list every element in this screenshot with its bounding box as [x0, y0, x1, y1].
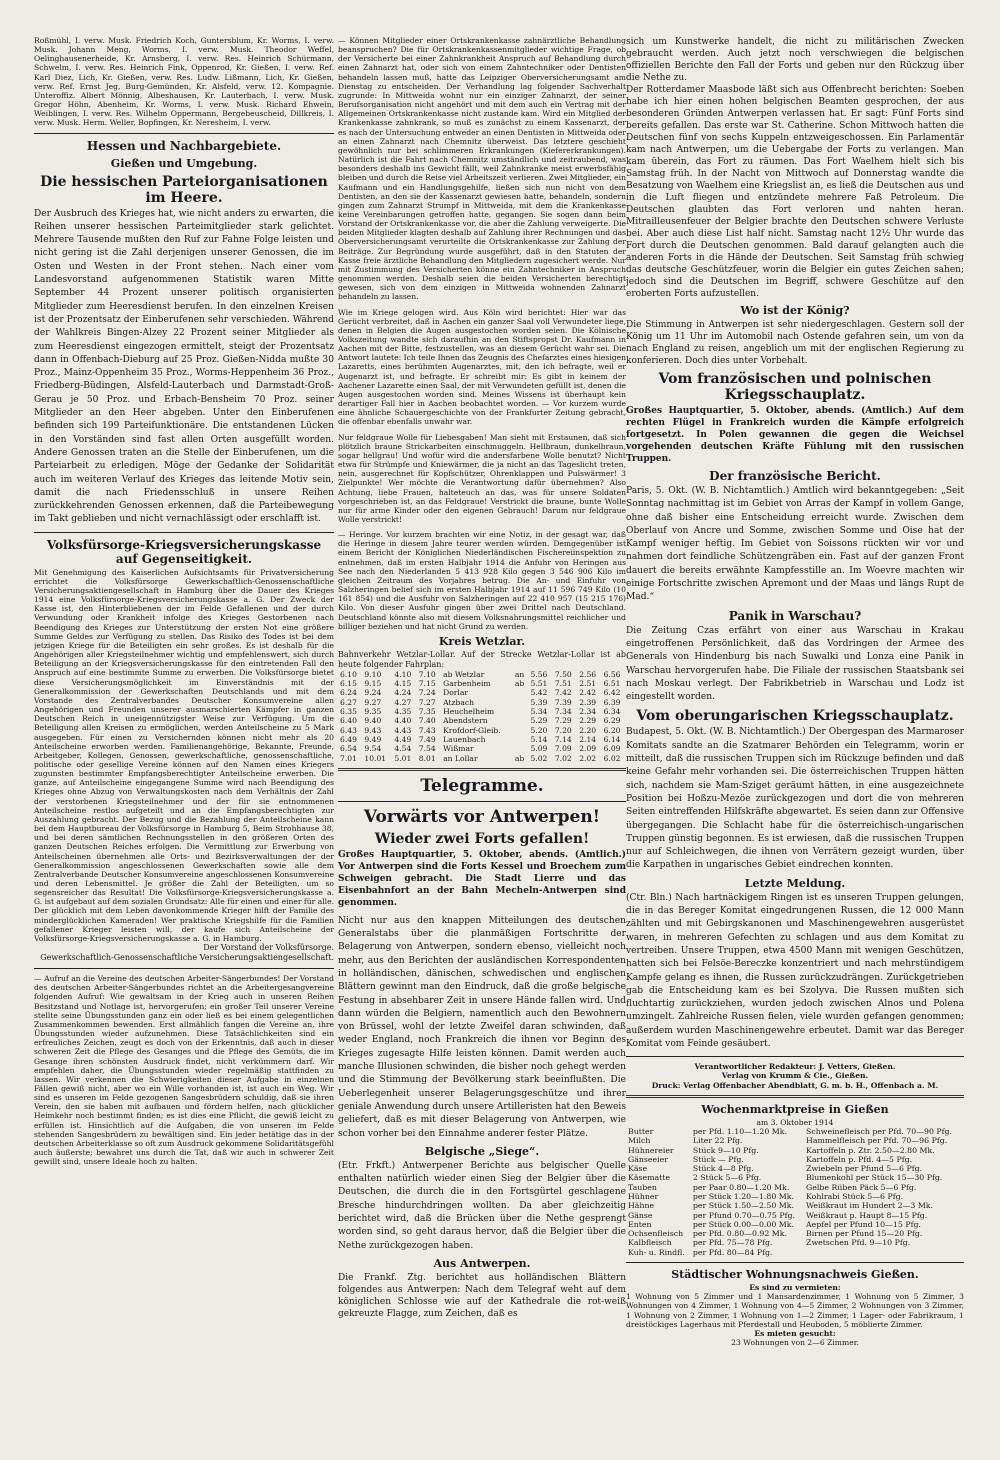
market-row [626, 1173, 964, 1182]
section-title-kreis-wetzlar: Kreis Wetzlar. [438, 634, 526, 648]
market-cell: Hühnereier [628, 1145, 674, 1155]
fahrplan-row [338, 679, 626, 688]
divider [338, 801, 626, 802]
divider [34, 133, 334, 134]
fahrplan-cell: 6.02 [603, 753, 621, 763]
fahrplan-row [338, 726, 626, 735]
signature-company: Gewerkschaftlich-Genossenschaftliche Versicherungsaktiengesellschaft. [40, 953, 334, 963]
fahrplan-cell: 9.43 [364, 725, 382, 735]
fahrplan-cell: 7.34 [554, 707, 572, 717]
fahrplan-cell: 2.39 [579, 697, 597, 707]
market-cell: Aepfel per Pfund 10—15 Pfg. [806, 1219, 921, 1229]
headline-antwerpen: Vorwärts vor Antwerpen! [363, 806, 601, 827]
fahrplan-cell: 6.49 [340, 734, 357, 744]
fahrplan-row [338, 707, 626, 716]
article-oberungarisch: Budapest, 5. Okt. (W. B. Nichtamtlich.) Der Obergespan des Marmaroser Komitats sandte an die Szatmarer Behörden ein Telegramm, worin er mitteilt, daß die russischen Truppen sich im Rückzuge befinden und daß keine Gefahr mehr vorhanden sei. Die österreichischen Truppen hätten sich, nachdem sie Mam-Sziget geräumt hätten, in eine ausgezeichnete Position bei Hoßzu-Mezöe zurückgezogen und dort die von mehreren Seiten eintreffenden Hilfskräfte abgewartet. Es seien dann zur Offensive übergegangen. Die Schlacht habe für die österreichisch-ungarischen Truppen günstig begonnen. Es ist erwiesen, daß die russischen Truppen nur auf Schleichwegen, die ihnen von Verrätern gezeigt wurden, über die Karpathen in ungarisches Gebiet eindrechen konnten. [626, 727, 964, 871]
fahrplan-cell: 4.24 [394, 688, 412, 698]
fahrplan-cell: 7.42 [554, 688, 572, 698]
divider [626, 1262, 964, 1263]
market-cell: Kohlrabi Stück 5—6 Pfg. [806, 1191, 904, 1201]
fahrplan-cell: 5.39 [530, 697, 548, 707]
wohnung-vermieten-label: Es sind zu vermieten: [749, 1283, 841, 1293]
market-row [626, 1201, 964, 1210]
fahrplan-row [338, 744, 626, 753]
section-title-hessen: Hessen und Nachbargebiete. [86, 138, 282, 153]
fahrplan-row [338, 688, 626, 697]
fahrplan-cell: 6.56 [603, 669, 621, 679]
fahrplan-cell: 6.09 [603, 744, 621, 754]
market-cell: per Pfd. 80—84 Pfg. [692, 1247, 773, 1257]
wohnung-gesucht-label: Es mieten gesucht: [754, 1328, 836, 1338]
fahrplan-cell: Garbenheim [443, 679, 491, 689]
headline-franz-poln-kriegsschauplatz: Vom französischen und polnischen Kriegsschauplatz. [658, 371, 932, 403]
fahrplan-cell: 5.51 [530, 679, 548, 689]
divider [626, 1095, 964, 1098]
market-cell: Blumenkohl per Stück 15—30 Pfg. [806, 1173, 943, 1183]
fahrplan-cell: 5.02 [530, 753, 548, 763]
market-row [626, 1238, 964, 1247]
article-belgische-siege: (Etr. Frkft.) Antwerpener Berichte aus belgischer Quelle enthalten natürlich wieder einen Sieg der Belgier über die Deutschen, die durch die in den Fortsgürtel geschlagene Bresche hindurchdringen wollten. Da aber gleichzeitig berichtet wird, daß die Brücken über die Nethe gesprengt worden sind, so geht daraus hervor, daß die Belgier über die Nethe zurückgezogen haben. [338, 1160, 626, 1251]
fahrplan-cell: 2.42 [579, 688, 597, 698]
report-hauptquartier: Großes Hauptquartier, 5. Oktober, abends. (Amtlich.) Vor Antwerpen sind die Forts Kessel und Broechem zum Schweigen gebracht. Die Stadt Lierre und das Eisenbahnfort an der Bahn Mecheln-Antwerpen sind genommen. [338, 849, 626, 908]
fahrplan-cell: 2.09 [579, 744, 597, 754]
fahrplan-cell: 7.24 [418, 688, 436, 698]
fahrplan-intro: Bahnverkehr Wetzlar-Lollar. Auf der Strecke Wetzlar-Lollar ist ab heute folgender Fahrplan: [338, 649, 626, 669]
market-row [626, 1229, 964, 1238]
fahrplan-cell: 6.29 [603, 716, 621, 726]
headline-oberungarisch: Vom oberungarischen Kriegsschauplatz. [636, 708, 954, 725]
fahrplan-cell: 4.54 [394, 744, 412, 754]
market-cell: Weißkraut p. Haupt 8—15 Pfg. [806, 1210, 928, 1220]
market-cell: Gänse [628, 1210, 653, 1220]
section-subtitle-giessen: Gießen und Umgebung. [110, 156, 258, 170]
column-left [34, 36, 334, 1456]
fahrplan-cell: 9.10 [364, 669, 382, 679]
market-cell: Kartoffeln p. Pfd. 4—5 Pfg. [806, 1154, 913, 1164]
fahrplan-cell: 5.42 [530, 688, 548, 698]
article-koenig: Die Stimmung in Antwerpen ist sehr niedergeschlagen. Gestern soll der König um 11 Uhr im Automobil nach Ostende gefahren sein, um von da nach England zu reisen, angeblich um mit der englischen Regierung zu konferieren. Doch dies unter Vorbehalt. [626, 320, 964, 366]
divider [34, 532, 334, 533]
fahrplan-cell: 2.34 [579, 707, 597, 717]
subheadline-forts: Wieder zwei Forts gefallen! [374, 830, 590, 847]
fahrplan-cell: 9.27 [364, 697, 382, 707]
article-panik-warschau: Die Zeitung Czas erfährt von einer aus Warschau in Krakau eingetroffenen Persönlichkeit, daß das Vordringen der Armee des Generals von Hindenburg bis nach Suwalki und Lonza eine Panik in Warschau hervorgerufen habe. Die Filiale der russischen Staatsbank sei nach Moskau verlegt. Der Fabrikbetrieb in Warschau und Lodz ist eingestellt worden. [626, 625, 964, 703]
fahrplan-cell: 7.02 [554, 753, 572, 763]
headline-koenig: Wo ist der König? [740, 304, 850, 317]
fahrplan-cell: 5.01 [394, 753, 412, 763]
article-heringe: — Heringe. Vor kurzem brachten wir eine Notiz, in der gesagt war, daß die Heringe in diesem Jahre teurer werden würden. Demgegenüber ist einem Bericht der Königlichen Niederländischen Fischereiinspektion zu entnehmen, daß im ersten Halbjahr 1914 die Anfuhr von Heringen aus See nach den Niederlanden 5 413 928 Kilo gegen 3 546 906 Kilo im gleichen Zeitraum des Vorjahres betrug. Die An- und Einfuhr von Salzheringen belief sich im ersten Halbjahr 1914 auf 11 596 749 Kilo (10 161 854) und die Ausfuhr von Salzheringen auf 22 410 957 (15 215 176) Kilo. Von dieser Ausfuhr gingen über zwei Drittel nach Deutschland. Deutschland könnte also mit diesem Volksnahrungsmittel reichlicher und billiger beziehen und hat nicht Grund zu werden. [338, 530, 626, 631]
fahrplan-cell: 5.29 [530, 716, 548, 726]
divider [626, 1056, 964, 1057]
fahrplan-cell: 7.29 [554, 716, 572, 726]
fahrplan-cell: Abendstern [443, 716, 488, 726]
fahrplan-cell: Krofdorf-Gleib. [443, 725, 501, 735]
fahrplan-cell: Lauenbach [443, 734, 486, 744]
fahrplan-cell [513, 744, 529, 753]
headline-parteiorganisationen: Die hessischen Parteiorganisationen im Heere. [40, 173, 328, 206]
market-cell: per Pfd. 1.10—1.20 Mk. [692, 1126, 787, 1136]
fahrplan-cell: 9.35 [364, 707, 382, 717]
market-cell: Weißkraut im Hundert 2—3 Mk. [806, 1201, 934, 1211]
market-cell: Birnen per Pfund 15—20 Pfg. [806, 1229, 923, 1239]
fahrplan-cell: Atzbach [443, 697, 475, 707]
fahrplan-cell: 7.20 [554, 725, 572, 735]
article-zahnaerztliche-behandlung: — Können Mitglieder einer Ortskrankenkasse zahnärztliche Behandlung beanspruchen? Die für Ortskrankenkassenmitglieder wichtige Frage, ob der Versicherte bei einer Zahnkrankheit Anspruch auf Behandlung durch einen Zahnarzt hat, oder sich von einem Zahntechniker oder Dentisten behandeln lassen muß, hatte das Leipziger Oberversicherungsamt am Dienstag zu entscheiden. Der Verhandlung lag folgender Sachverhalt zugrunde: In Mittweida wohnt nur ein einziger Zahnarzt, der seiner Berufsorganisation nicht angehört und mit dem auch ein Vertrag mit der Allgemeinen Ortskrankenkasse nicht zustande kam. Wird ein Mitglied der Krankenkasse zahnkrank, so muß es zunächst zu einem Kassenarzt, der es nach der Untersuchung entweder an einen Dentisten in Mittweida oder an einen Zahnarzt nach Chemnitz überweist. Das letztere geschieht gewöhnlich nur bei schlimmeren Erkrankungen (Kiefererkrankungen). Natürlich ist die Fahrt nach Chemnitz umständlich und zeitraubend, was besonders deshalb ins Gewicht fällt, weil Zahnkranke meist erwerbsfähig bleiben und durch die Reise viel Arbeitszeit verlieren. Zwei Mitglieder, ein Kaufmann und ein Handlungsgehilfe, ließen sich nun nicht von dem Dentisten, an den sie der Kassenarzt gewiesen hatte, behandeln, sondern gingen zum Zahnarzt Strumpf in Mittweida, mit dem die Krankenkasse keine Vereinbarungen getroffen hatte, gegangen. Sie sogen dann beim Vorstand der Ortskrankenkasse vor, die aber die Zahlung verweigerte. Die beiden Mitglieder klagten deshalb auf Zahlung ihrer Rechnungen und das Oberversicherungsamt verurteilte die Ortskrankenkasse zur Zahlung der Beiträge. Zur Begründung wurde ausgeführt, daß in den Statuten der Kasse freie ärztliche Behandlung den Mitgliedern zugesichert werde. Nur mit Zustimmung des Versicherten könne ein Zahntechniker in Anspruch genommen werden. Deshalb seien die beiden Versicherten berechtigt gewesen, sich von dem einzigen in Mittweida wohnenden Zahnarzt behandeln zu lassen. [338, 36, 626, 302]
fahrplan-cell: 5.09 [530, 744, 548, 754]
imprint-printer: Druck: Verlag Offenbacher Abendblatt, G. m. b. H., Offenbach a. M. [651, 1080, 939, 1090]
article-letzte-meldung: (Ctr. Bln.) Nach hartnäckigem Ringen ist es unseren Truppen gelungen, die in das Bereger Komitat eingedrungenen Russen, die 12 000 Mann zählten und mit Gebirgskanonen und Maschinengewehren ausgerüstet waren, in mehreren Gefechten zu schlagen und aus dem Komitat zu vertreiben. Unsere Truppen, etwa 4500 Mann mit wenigen Geschützen, hatten sich bei Felsöe-Bereczke konzentriert und nach mehrstündigem Kampfe gelang es ihnen, die Russen zurückzudrängen. Zurückgetrieben gab die Entscheidung kam es bei Szolyva. Die Russen mußten sich fluchtartig zurückziehen, wurden jedoch zwischen Alnos und Polena umzingelt. Zahlreiche Russen fielen, viele wurden gefangen genommen; außerdem wurden Maschinengewehre erbeutet. Damit war das Bereger Komitat vom Feinde gesäubert. [626, 892, 964, 1049]
market-row [626, 1155, 964, 1164]
fahrplan-cell: ab [514, 679, 525, 689]
market-row [626, 1211, 964, 1220]
fahrplan-cell: 6.20 [603, 725, 621, 735]
fahrplan-cell: 2.29 [579, 716, 597, 726]
article-saengerbund: — Aufruf an die Vereine des deutschen Arbeiter-Sängerbundes! Der Vorstand des deutschen Arbeiter-Sängerbundes richtet an die Arbeitergesangvereine folgenden Aufruf: Wie gewaltsam in der Krieg auch in unseren Reihen Besitzstand und Notlage ist, hervorgerufen; ein großer Teil unserer Vereine stellte seine Übungsstunden ganz ein oder ließ es bei einem gelegentlichen Zusammenkommen bewenden. Erst allmählich fangen die Vereine an, ihre Übungsstunden wieder aufzunehmen. Diese Tatsächlichkeiten sind ein erfreuliches Zeichen, zeugt es doch von der Erkenntnis, daß auch in dieser schweren Zeit die Pflege des Gesanges und die Pflege des Gemüts, die im Gesange ihren schönsten Ausdruck findet, nicht verkümmern darf. Wir empfehlen daher, die Übungsstunden wieder regelmäßig stattfinden zu lassen. Wir verkennen die Schwierigkeiten dieser Aufgabe in einzelnen Fällen gewiß nicht, aber wo ein Wille vorhanden ist, ist auch ein Weg. Wir sind es unseren im Felde gezogenen Sangesbrüdern schuldig, daß sie ihren Verein, den sie haben mit aufbauen und fördern helfen, nach glücklicher Heimkehr noch bestimmt finden; es ist dies eine Pflicht, die gewiß leicht zu erfüllen ist. Hinsichtlich auf die Aufgaben, die von unseren im Felde stehenden Sangesbrüdern zu bewältigen sind. Ein jeder betätige das in der deutschen Arbeiterklasse so oft zum Ausdruck gekommene Solidaritätsgefühl auch äußerste; bewahret uns durch die Tat, daß wir auch in schwerer Zeit gewillt sind, unsere Ideale hoch zu halten. [34, 974, 334, 1167]
market-cell: Hühner [628, 1191, 659, 1201]
fahrplan-cell: 6.24 [340, 688, 357, 698]
wochenmarkt-date: am 3. Oktober 1914 [756, 1117, 834, 1127]
article-parteiorganisationen: Der Ausbruch des Krieges hat, wie nicht anders zu erwarten, die Reihen unserer hessischen Parteimitglieder stark gelichtet. Mehrere Tausende mußten den Ruf zur Fahne Folge leisten und nicht gering ist die Zahl derjenigen unserer Genossen, die im Osten und Westen in der Front stehen. Nach einer vom Landesvorstand aufgenommenen Statistik waren Mitte September 44 Prozent unserer politisch organisierten Mitglieder zum Heeresdienst berufen. In den einzelnen Kreisen ist der Prozentsatz der Einberufenen sehr verschieden. Während der Wahlkreis Bingen-Alzey 22 Prozent seiner Mitglieder als zum Heeresdienst eingezogen ermittelt, steigt der Prozentsatz dann in Offenbach-Dieburg auf 25 Proz. Gießen-Nidda mußte 30 Proz., Mainz-Oppenheim 35 Proz., Worms-Heppenheim 36 Proz., Friedberg-Büdingen, Alsfeld-Lauterbach und Darmstadt-Groß-Gerau je 50 Proz. und Erbach-Bensheim 70 Proz. seiner Mitglieder an den Heer abgeben. Unter den Einberufenen befinden sich 199 Parteifunktionäre. Die entstandenen Lücken in den Vorständen sind fast allen Orten ausgefüllt worden. Andere Genossen traten an die Stelle der Einberufenen, um die Parteiarbeit zu erledigen. Möge der Gedanke der Solidarität auch im weiteren Verlauf des Krieges das leitende Motiv sein, damit die nach Friedensschluß in unsere Reihen zurückkehrenden Genossen erkennen, daß die Parteibewegung im Takt geblieben und nicht vernachlässigt oder erschlafft ist. [34, 208, 334, 525]
fahrplan-cell: 4.40 [394, 716, 412, 726]
fahrplan-cell: 5.56 [530, 669, 548, 679]
market-cell: per Pfd. 0.80—0.92 Mk. [692, 1229, 787, 1239]
market-cell: Butter [628, 1126, 654, 1136]
fahrplan-cell: 6.10 [340, 669, 357, 679]
fahrplan-cell: 9.54 [364, 744, 382, 754]
headline-wochenmarkt: Wochenmarktpreise in Gießen [701, 1102, 889, 1116]
market-row [626, 1220, 964, 1229]
article-belagerung: Nicht nur aus den knappen Mitteilungen des deutschen Generalstabs über die planmäßigen Fortschritte der Belagerung von Antwerpen, sondern ebenso, vielleicht noch mehr, aus den Berichten der ausländischen Korrespondenten in holländischen, dänischen, schwedischen und englischen Blättern gewinnt man den Eindruck, daß die große belgische Festung in absehbarer Zeit in unsere Hände fallen wird. Und dann würden die Belgiern, namentlich auch den Bewohnern von Brüssel, wohl der letzte Zweifel daran schwinden, daß weder England, noch Frankreich die ihnen vor Beginn des Krieges zugesagte Hilfe leisten können. Damit werden auch manche Illusionen schwinden, die bisher noch gehegt werden und die Stimmung der Bevölkerung stark beeinflußten. Die Ueberlegenheit unserer Belagerungsgeschütze und ihrer geniale Anwendung durch unsere Artilleristen hat den Beweis geliefert, daß es mit dieser Belagerung von Antwerpen, wie schon vorher bei den Einnahme anderer fester Plätze. [338, 915, 626, 1139]
column-right [626, 36, 964, 1456]
fahrplan-cell: 6.51 [603, 679, 621, 689]
market-row [626, 1146, 964, 1155]
article-aus-antwerpen: Die Frankf. Ztg. berichtet aus holländischen Blättern folgendes aus Antwerpen: Nach dem Telegraf weht auf dem königlichen Schlosse wie auf der Kathedrale die rot-weiß gekreuzte Flagge, zum Zeichen, daß es [338, 1272, 626, 1319]
market-cell: Kalbfleisch [628, 1238, 672, 1248]
fahrplan-cell: 2.20 [579, 725, 597, 735]
market-cell: Stück 4—8 Pfg. [692, 1164, 754, 1174]
market-cell: Stück 9—10 Pfg. [692, 1145, 759, 1155]
market-cell: Zwetschen Pfd. 9—10 Pfg. [806, 1238, 911, 1248]
wohnung-list: 1 Wohnung von 5 Zimmer und 1 Mansardenzimmer, 1 Wohnung von 5 Zimmer, 3 Wohnungen von 4 Zimmer, 1 Wohnung von 4—5 Zimmer, 2 Wohnungen von 3 Zimmer, 1 Wohnung von 2 Zimmer, 1 Wohnung von 1—2 Zimmer, 1 Lager- oder Fabrikraum, 1 dreistöckiges Lagerhaus mit Pferdestall und Heuboden, 5 möblierte Zimmer. [626, 1292, 964, 1329]
report-hauptquartier-2: Großes Hauptquartier, 5. Oktober, abends. (Amtlich.) Auf dem rechten Flügel in Frankreich wurden die Kämpfe erfolgreich fortgesetzt. In Polen gewannen die gegen die Weichsel vorgehenden deutschen Kräfte Fühlung mit den russischen Truppen. [626, 406, 964, 464]
fahrplan-cell [513, 707, 529, 716]
fahrplan-cell: 7.39 [554, 697, 572, 707]
fahrplan-cell: an [514, 669, 525, 679]
fahrplan-cell: 4.15 [394, 679, 412, 689]
fahrplan-cell: 7.14 [554, 734, 572, 744]
column-middle [338, 36, 640, 1456]
fahrplan-cell [513, 735, 529, 744]
casualty-list-text: Roßmühl, I. verw. Musk. Friedrich Koch, Guntersblum, Kr. Worms, I. verw. Musk. Johann Meng, Worms, I. verw. Musk. Theodor Weffel, Oelinghausenerheide, Kr. Arnsberg, I. verw. Res. Heinrich Schürmann, Schwelm, I. verw. Res. Heinrich Fink, Oppenrod, Kr. Gießen, I. verw. Ref. Karl Diez, Lich, Kr. Gießen, verw. Res. Ludw. Lißmann, Lich, Kr. Gießen, verw. Ref. Ernst Jeg, Burg-Gemünden, Kr. Alsfeld, verw. 12. Kompagnie. Unteroffiz. Albert Mönnig, Albeshausen, Kr. Lauterbach, I. verw. Musk. Gregor Höhn, Abenheim, Kr. Worms, I. verw. Musk. Richard Ehwein, Weiblingen, I. verw. Res. Wilhelm Oppermann, Bergebeuscheid, Dillkreis, I. verw. Musk. Herm. Weller, Bopfingen, Kr. Neresheim, I. verw. [34, 36, 334, 128]
fahrplan-cell: 6.35 [340, 707, 357, 717]
market-cell: Kuh- u. Rindfl. [628, 1247, 685, 1257]
fahrplan-cell: 7.15 [418, 679, 436, 689]
divider [34, 968, 334, 969]
fahrplan-cell [513, 726, 529, 735]
market-cell: Stück — Pfg. [692, 1154, 744, 1164]
fahrplan-cell: 7.27 [418, 697, 436, 707]
signature-vorstand: Der Vorstand der Volksfürsorge. [203, 943, 334, 953]
fahrplan-cell: 7.43 [418, 725, 436, 735]
article-franz-bericht: Paris, 5. Okt. (W. B. Nichtamtlich.) Amtlich wird bekanntgegeben: „Seit Sonntag nachmittag ist im Gebiet von Arras der Kampf in vollem Gange, ohne daß bisher eine Entscheidung erreicht wurde. Zwischen dem Oberlauf von Ancre und Somme, zwischen Somme und Oise hat der Kampf weniger heftig. Im Gebiet von Soissons rückten wir vor und nahmen dort feindliche Schützengräben ein. Fast auf der ganzen Front dauert die bereits erwähnte Kampfesstille an. Im Woevre machten wir einige Fortschritte zwischen Apremont und der Maas und längs Rupt de Mad.“ [626, 486, 964, 603]
market-cell [804, 1248, 964, 1257]
fahrplan-cell: 4.35 [394, 707, 412, 717]
market-cell: Hähne [628, 1201, 655, 1211]
market-cell: Ochsenfleisch [628, 1229, 684, 1239]
fahrplan-cell: 4.27 [394, 697, 412, 707]
imprint-publisher: Verlag von Krumm & Cie., Gießen. [721, 1071, 869, 1081]
market-cell: Käse [628, 1164, 648, 1174]
market-cell: per Paar 0.80—1.20 Mk. [692, 1182, 790, 1192]
fahrplan-cell [513, 688, 529, 697]
divider [338, 768, 626, 771]
fahrplan-cell: 5.20 [530, 725, 548, 735]
market-cell: per Stück 1.20—1.80 Mk. [692, 1191, 794, 1201]
fahrplan-cell: 7.51 [554, 679, 572, 689]
market-cell: Schweinefleisch per Pfd. 70—90 Pfg. [806, 1126, 952, 1136]
fahrplan-cell: 7.10 [418, 669, 436, 679]
market-cell: Milch [628, 1136, 651, 1146]
headline-volksfuersorge: Volksfürsorge-Kriegsversicherungskasse auf Gegenseitigkeit. [46, 537, 322, 566]
headline-franz-bericht: Der französische Bericht. [709, 469, 881, 483]
fahrplan-table [338, 670, 626, 763]
fahrplan-cell: Heuchelheim [443, 707, 495, 717]
market-cell: 2 Stück 5—6 Pfg. [692, 1173, 762, 1183]
fahrplan-cell: 7.35 [418, 707, 436, 717]
fahrplan-cell: 7.09 [554, 744, 572, 754]
fahrplan-cell: 7.01 [340, 753, 357, 763]
fahrplan-cell: an Lollar [443, 753, 478, 763]
fahrplan-cell: Wißmar [443, 744, 474, 754]
headline-aus-antwerpen: Aus Antwerpen. [433, 1256, 531, 1270]
market-row [626, 1164, 964, 1173]
market-cell: Käsematte [628, 1173, 671, 1183]
section-title-telegramme: Telegramme. [420, 775, 544, 796]
fahrplan-cell: Dorlar [443, 688, 469, 698]
article-kriege-gelogen: Wie im Kriege gelogen wird. Aus Köln wird berichtet: Hier war das Gerücht verbreitet, daß in Aachen ein ganzer Saal voll Verwundeter liege, denen in Belgien die Augen ausgestochen worden seien. Die Kölnische Volkszeitung wandte sich daraufhin an den Stiftspropst Dr. Kaufmann in Aachen mit der Bitte, festzustellen, was an diesem Gerücht wahr sei. Die Antwort lautete: Ich teile Ihnen das Zeugnis des Chefarztes eines hiesigen Lazaretts, eines berühmten Augenarztes, mit, den ich befragte, weil er Augenarzt ist, und befragte. Er schreibt mir: Es gibt in keinem der Aachener Lazarette einen Saal, der mit Verwundeten gefüllt ist, denen die Augen ausgestochen worden sind. Meines Wissens ist überhaupt kein derartiger Fall hier in Aachen beobachtet worden. — Vor kurzem wurde eine ähnliche Schauergeschichte von der Frankfurter Zeitung gebracht, die offenbar ebenfalls unwahr war. [338, 307, 626, 427]
fahrplan-cell: 8.01 [418, 753, 436, 763]
fahrplan-cell: 6.43 [340, 725, 357, 735]
market-cell: per Pfund 0.70—0.75 Pfg. [692, 1210, 795, 1220]
headline-belgische-siege: Belgische „Siege“. [424, 1144, 540, 1158]
market-cell: per Pfd. 75—78 Pfg. [692, 1238, 773, 1248]
fahrplan-cell: 2.02 [579, 753, 597, 763]
market-cell: Kartoffeln p. Ztr. 2.50—2.80 Mk. [806, 1145, 935, 1155]
article-feldgraue-wolle: Nur feldgraue Wolle für Liebesgaben! Man sieht mit Erstaunen, daß sich plötzlich braune Strickarbeiten einschmuggeln. Hellbraun, dunkelbraun, sogar hellgrau! Und wofür wird die andersfarbene Wolle benutzt? Nicht etwa für Strümpfe und Kniewärmer, die ja nicht an das Tageslicht treten, nein, ausgerechnet für Kopfschützer, Ohrenklappen und Pulswärmer! 3 Zielpunkte! Wer möchte die Verantwortung dafür übernehmen? Also Achtung, liebe Frauen, halteteuch an das, was für unsere Soldaten vorgeschrieben ist, an das Feldgraue! Verstrickt die braune, bunte Wolle nur für arme Kinder oder den eigenen Gebrauch! Darum nur feldgraue Wolle verstrickt! [338, 432, 626, 524]
headline-panik-warschau: Panik in Warschau? [728, 608, 862, 623]
headline-wohnungsnachweis: Städtischer Wohnungsnachweis Gießen. [671, 1268, 919, 1282]
fahrplan-row [338, 670, 626, 679]
wohnung-gesucht-text: 23 Wohnungen von 2—6 Zimmer. [731, 1338, 859, 1347]
fahrplan-cell: 10.01 [364, 753, 387, 763]
market-cell: Liter 22 Pfg. [692, 1136, 743, 1146]
fahrplan-cell: 7.40 [418, 716, 436, 726]
fahrplan-cell: 7.49 [418, 734, 436, 744]
article-volksfuersorge: Mit Genehmigung des Kaiserlichen Aufsichtsamts für Privatversicherung errichtet die Volksfürsorge Gewerkschaftlich-Genossenschaftliche Versicherungsaktiengesellschaft in Hamburg über die Dauer des Krieges 1914 eine Volksfürsorge-Kriegsversicherungskasse a. G. Der Zweck der Kasse ist, den Hinterbliebenen der im Felde Gefallenen und der durch Verwundung oder Krankheit infolge des Krieges Gestorbenen nach Beendigung des Krieges zur Unterstützung der ersten Not eine größere Summe Geldes zur Verfügung zu stellen. Das Risiko des Todes ist bei dem jetzigen Kriege für die Beteiligten ein sehr großes. Es ist deshalb für die Angehörigen aller Kriegsteilnehmer wichtig und empfehlenswert, sich durch Beteiligung an der Kriegsversicherungskasse für den eintretenden Fall den Anspruch auf eine bestimmte Summe zu erwerben. Die Volksfürsorge bietet diese Versicherungsmöglichkeit im Einverständnis mit der Generalkommission der Gewerkschaften Deutschlands und mit dem Vorstande des Zentralverbandes Deutscher Konsumvereine allen Angehörigen und Freunden unserer ausmarschierten Kämpfer in ganzen Deutschen Reich in uneigennützigster Weise zur Verfügung. Um die Beteiligung allen Kreisen zu ermöglichen, werden Anteilscheine zu 5 Mark ausgegeben. Für einen zu Versichernden können nicht mehr als 20 Anteilscheine erworben werden. Familienangehörige, Bekannte, Freunde, Arbeitgeber, Kollegen, Genossen, gewerkschaftliche, genossenschaftliche, politische oder gesellige Vereine können auf den Namen eines Kriegers zugunsten bestimmter Empfangsberechtigter Anteilscheine erwerben. Die ganze, auf Anteilscheine eingegangene Summe wird nach Beendigung des Krieges ohne Abzug von Verwaltungskosten nach dem Verhältnis der Zahl der verstorbenen Kriegsteilnehmer und der für sie entnommenen Anteilscheine restlos aufgeteilt und an die Empfangsberechtigten zur Auszahlung gebracht. Der Bezug und die Bezahlung der Anteilscheine kann bei dem Hauptbureau der Volksfürsorge in Hamburg 5, Beim Strohhause 38, und bei deren sämtlichen Rechnungsstellen in den größeren Orten des ganzen Deutschen Reiches erfolgen. Die Vermittlung zur Erwerbung von Anteilscheinen übernehmen alle Orts- und Bezirksverwaltungen der der Generalkommission angeschlossenen Gewerkschaften sowie alle dem Zentralverbande Deutscher Konsumvereine angeschlossenen Konsumvereine und deren Lebensmittel. Je größer die Zahl der Beteiligten, um so segensreicher das Resultat! Die Volksfürsorge-Kriegsversicherungskasse a. G. ist aufgebaut auf dem sozialen Grundsatz: Alle für einen und einer für alle. Der glücklich mit dem Leben davonkommende Krieger hilft der Familie des minderglücklichen Kameraden! Wer praktische Kriegshilfe für die Familien gefallener Krieger leisten will, der kaufe sich Anteilscheine der Volksfürsorge-Kriegsversicherungskasse a. G. in Hamburg. [34, 567, 334, 943]
fahrplan-cell: 6.42 [603, 688, 621, 698]
fahrplan-cell: 5.14 [530, 734, 548, 744]
market-row [626, 1192, 964, 1201]
fahrplan-cell: 9.15 [364, 679, 382, 689]
fahrplan-row [338, 754, 626, 763]
market-cell: Gänseeier [628, 1154, 668, 1164]
fahrplan-cell: 4.49 [394, 734, 412, 744]
fahrplan-cell: 6.27 [340, 697, 357, 707]
fahrplan-cell: 4.10 [394, 669, 412, 679]
fahrplan-row [338, 698, 626, 707]
fahrplan-cell: 6.34 [603, 707, 621, 717]
fahrplan-cell: 7.50 [554, 669, 572, 679]
fahrplan-cell: 2.51 [579, 679, 597, 689]
fahrplan-cell: 4.43 [394, 725, 412, 735]
market-cell: Zwiebeln per Pfund 5—6 Pfg. [806, 1164, 923, 1174]
market-row [626, 1183, 964, 1192]
market-cell: Tauben [628, 1182, 657, 1192]
fahrplan-cell: 6.54 [340, 744, 357, 754]
market-cell: Hammelfleisch per Pfd. 70—96 Pfg. [806, 1136, 948, 1146]
fahrplan-cell: 2.14 [579, 734, 597, 744]
fahrplan-cell: 9.24 [364, 688, 382, 698]
fahrplan-cell: ab [514, 753, 525, 763]
imprint-editor: Verantwortlicher Redakteur: J. Vetters, Gießen. [694, 1062, 896, 1072]
fahrplan-cell: 6.40 [340, 716, 357, 726]
fahrplan-cell: 5.34 [530, 707, 548, 717]
fahrplan-cell: 6.15 [340, 679, 357, 689]
market-row [626, 1127, 964, 1136]
market-price-table [626, 1127, 964, 1257]
fahrplan-cell: 9.49 [364, 734, 382, 744]
market-cell: per Stück 0.00—0.00 Mk. [692, 1219, 794, 1229]
fahrplan-cell [513, 698, 529, 707]
fahrplan-cell: 9.40 [364, 716, 382, 726]
fahrplan-cell: 2.56 [579, 669, 597, 679]
fahrplan-cell: ab Wetzlar [443, 669, 485, 679]
market-cell: Enten [628, 1219, 652, 1229]
market-row [626, 1136, 964, 1145]
fahrplan-row [338, 735, 626, 744]
market-row [626, 1248, 964, 1257]
market-cell: per Stück 1.50—2.50 Mk. [692, 1201, 794, 1211]
fahrplan-cell: 7.54 [418, 744, 436, 754]
fahrplan-row [338, 716, 626, 725]
fahrplan-cell [513, 716, 529, 725]
article-kunstwerke: sich um Kunstwerke handelt, die nicht zu militärischen Zwecken gebraucht werden. Auch jetzt noch verschwiegen die belgischen offiziellen Berichte den Fall der Forts und geben nur den Rückzug über die Nethe zu. [626, 37, 964, 83]
fahrplan-cell: 6.39 [603, 697, 621, 707]
market-cell: Gelbe Rüben Päck 5—6 Pfg. [806, 1182, 917, 1192]
fahrplan-cell: 6.14 [603, 734, 621, 744]
headline-letzte-meldung: Letzte Meldung. [744, 876, 846, 890]
article-maasbode: Der Rotterdamer Maasbode läßt sich aus Offenbrecht berichten: Soeben habe ich hier einen hohen belgischen Beamten gesprochen, der aus besonderen Gründen Antwerpen verlassen hat. Er sagt: Fünf Forts sind bereits gefallen. Das erste war St. Catherine. Schon Mittwoch hatten die Deutschen fünf von sechs Kuppeln entzweigeschossen. Ein Parlamentär kam nach Antwerpen, um die Uebergabe der Forts zu verlangen. Man kam überein, das Fort zu räumen. Das Fort Waelhem hielt sich bis Samstag früh. In der Nacht von Mittwoch auf Donnerstag wandte die Besatzung von Waelhem eine Kriegslist an, es ließ die Deutschen aus und in die Luft fliegen und entzündete mehrere Faß Petroleum. Die Deutschen glaubten das Fort verloren und nahten heran. Mitrailleusenfeuer der Belgier brachte den Deutschen schwere Verluste bei. Aber auch diese List half nicht. Samstag nacht 12½ Uhr wurde das Fort durch die Deutschen genommen. Bald darauf gelangten auch die anderen Forts in die Hände der Deutschen. Seit Samstag früh schwieg das deutsche Geschützfeuer, worin die Belgier ein gutes Zeichen sahen; jedoch sind die Deutschen im Begriff, schwere Geschütze auf den eroberten Forts aufzustellen. [626, 85, 964, 299]
